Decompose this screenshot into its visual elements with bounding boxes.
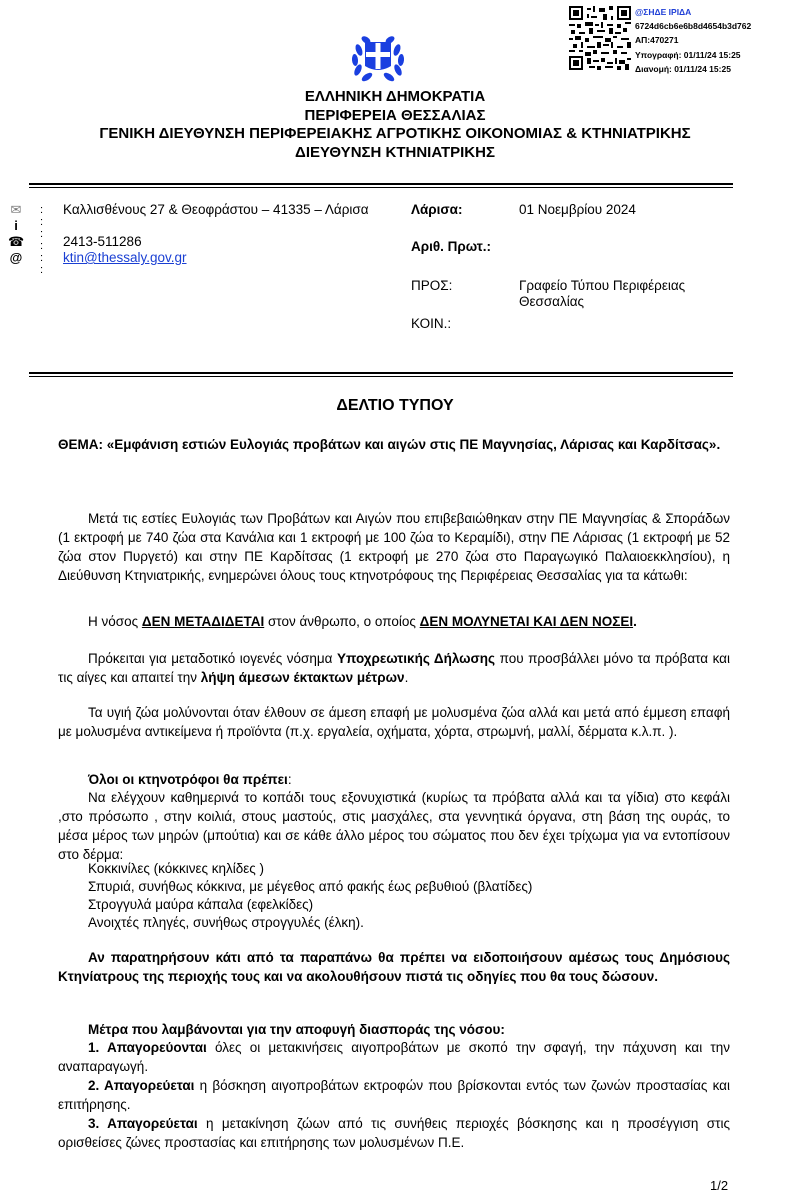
text-run: που προσβάλλει μόνο τα πρόβατα και τις αίγες και απαιτεί την [58,651,730,685]
paragraph-intro: Μετά τις εστίες Ευλογιάς των Προβάτων και Αιγών που επιβεβαιώθηκαν στην ΠΕ Μαγνησίας & Σποράδων (1 εκτροφή με 740 ζώα στα Κανάλια και 1 εκτροφή με 100 ζώα το Κεραμίδι), στην ΠΕ Λάρισας (1 εκτροφή με 52 ζώα στον Πυργετό) και στην ΠΕ Καρδίτσας (1 εκτροφή με 270 ζώα στο Παραγωγικό Παλαιοεκκλησίου), η Διεύθυνση Κτηνιατρικής, ενημερώνει όλους τους κτηνοτρόφους της Περιφέρειας Θεσσαλίας για τα κάτωθι: [58,511,730,583]
protocol-number-label: Αριθ. Πρωτ.: [411,239,492,254]
symptom-item: Στρογγυλά μαύρα κάπαλα (εφελκίδες) [88,897,314,912]
recipient-line1: Γραφείο Τύπου Περιφέρειας [519,278,686,293]
page-number: 1/2 [710,1178,729,1193]
colon: : [40,264,44,276]
measure-keyword: Απαγορεύονται [99,1040,207,1055]
document-date: 01 Νοεμβρίου 2024 [519,202,636,217]
paragraph-notify-vets: Αν παρατηρήσουν κάτι από τα παραπάνω θα πρέπει να ειδοποιήσουν αμέσως τους Δημόσιους Κτηνίατρους της περιοχής τους και να ακολουθήσουν πιστά τις οδηγίες που θα τους δώσουν. [58,950,730,984]
stamp-details [635,5,751,76]
colon: : [40,204,44,216]
measures-list [58,1038,730,1152]
measure-number: 2. [88,1078,100,1093]
text-run: στον άνθρωπο, ο οποίος [264,614,420,629]
place-label: Λάρισα: [411,202,463,217]
measure-item [58,1038,730,1076]
emphasis-emergency-measures: λήψη άμεσων έκτακτων μέτρων [200,670,405,685]
text-run: Η νόσος [88,614,142,629]
measure-keyword: Απαγορεύεται [99,1116,198,1131]
text-run: . [404,670,409,685]
emphasis-not-transmitted: ΔΕΝ ΜΕΤΑΔΙΔΕΤΑΙ [141,614,265,629]
symptoms-list [58,860,730,932]
measure-text: η μετακίνηση ζώων από τις συνήθεις περιοχές βόσκησης και η προσέγγιση στις ορισθείσες ζώνες προστασίας και επιτήρησης των μολυσμένων Π.Ε. [58,1116,730,1150]
measure-number: 3. [88,1116,100,1131]
info-icon: i [14,218,18,233]
iris-signature-stamp [569,5,784,73]
header-republic: ΕΛΛΗΝΙΚΗ ΔΗΜΟΚΡΑΤΙΑ [304,88,486,105]
document-subject: ΘΕΜΑ: «Εμφάνιση εστιών Ευλογιάς προβάτων και αιγών στις ΠΕ Μαγνησίας, Λάρισας και Καρδίτσας». [58,437,721,452]
address-text: Καλλισθένους 27 & Θεοφράστου – 41335 – Λάρισα [63,202,369,217]
measure-number: 1. [88,1040,100,1055]
phone-icon: ☎ [8,234,25,249]
header-directorate: ΔΙΕΥΘΥΝΣΗ ΚΤΗΝΙΑΤΡΙΚΗΣ [295,143,495,161]
stamp-signature-date: Υπογραφή: 01/11/24 15:25 [635,49,741,60]
recipient-label: ΠΡΟΣ: [411,278,453,293]
farmers-heading-text: Όλοι οι κτηνοτρόφοι θα πρέπει [88,772,288,787]
colon: : [40,228,44,240]
colon: : [40,216,44,228]
emphasis-not-infected: ΔΕΝ ΜΟΛΥΝΕΤΑΙ ΚΑΙ ΔΕΝ ΝΟΣΕΙ [419,614,634,629]
meta-divider [29,372,733,377]
symptom-item: Ανοιχτές πληγές, συνήθως στρογγυλές (έλκη). [88,915,364,930]
colon: : [40,240,44,252]
paragraph-transmission: Τα υγιή ζώα μολύνονται όταν έλθουν σε άμεση επαφή με μολυσμένα ζώα αλλά και μετά από έμμεση επαφή με μολυσμένα αντικείμενα ή προϊόντα (π.χ. εργαλεία, οχήματα, χόρτα, στρωμνή, μαλλί, δέρματα κ.λ.π. ). [58,705,730,739]
document-header [30,88,760,162]
stamp-hash: 6724d6cb6e6b8d4654b3d762 [635,21,752,32]
envelope-icon: ✉ [10,202,22,217]
symptom-item: Κοκκινίλες (κόκκινες κηλίδες ) [88,861,265,876]
measure-item [58,1114,730,1152]
qr-code-icon [569,6,631,70]
header-region: ΠΕΡΙΦΕΡΕΙΑ ΘΕΣΣΑΛΙΑΣ [304,106,486,124]
header-general-directorate: ΓΕΝΙΚΗ ΔΙΕΥΘΥΝΣΗ ΠΕΡΙΦΕΡΕΙΑΚΗΣ ΑΓΡΟΤΙΚΗΣ ΟΙΚΟΝΟΜΙΑΣ & ΚΤΗΝΙΑΤΡΙΚΗΣ [99,125,691,142]
measure-text: η βόσκηση αιγοπροβάτων εκτροφών που βρίσκονται εντός των ζωνών προστασίας και επιτήρησης. [58,1078,730,1112]
stamp-protocol-number: ΑΠ:470271 [635,35,679,46]
recipient-line2: Θεσσαλίας [519,294,585,309]
text-run: . [633,614,637,629]
document-title: ΔΕΛΤΙΟ ΤΥΠΟΥ [336,397,454,414]
paragraph-daily-check: Να ελέγχουν καθημερινά το κοπάδι τους εξονυχιστικά (κυρίως τα πρόβατα αλλά και τα γίδια) στο κεφάλι ,στο πρόσωπο , στην κοιλιά, στους μαστούς, στις μασχάλες, στα γεννητικά όργανα, στη βάση της ουράς, το μέσα μέρος των μηρών (μπούτια) και σε κάθε άλλο μέρος του σώματος που δεν έχει τρίχωμα για να εντοπίσουν στο δέρμα: [58,790,730,862]
text-run: Πρόκειται για μεταδοτικό ιογενές νόσημα [88,651,337,666]
measure-item [58,1076,730,1114]
measure-text: όλες οι μετακινήσεις αιγοπροβάτων με σκοπό την σφαγή, την πάχυνση και την αναπαραγωγή. [58,1040,730,1074]
email-link[interactable]: ktin@thessaly.gov.gr [63,250,187,265]
cc-label: ΚΟΙΝ.: [411,316,452,331]
greek-coat-of-arms-icon [350,32,406,84]
stamp-brand: @ΣΗΔΕ ΙΡΙΔΑ [635,7,692,17]
header-divider [29,183,733,188]
text-run: : [287,772,292,787]
symptom-item: Σπυριά, συνήθως κόκκινα, με μέγεθος από φακής έως ρεβυθιού (βλατίδες) [88,879,533,894]
farmers-heading [58,770,730,789]
measure-keyword: Απαγορεύεται [99,1078,195,1093]
colon: : [40,252,44,264]
measures-heading: Μέτρα που λαμβάνονται για την αποφυγή διασποράς της νόσου: [88,1022,505,1037]
paragraph-not-transmitted [58,612,730,631]
emphasis-mandatory-declaration: Υποχρεωτικής Δήλωσης [337,651,496,666]
phone-number: 2413-511286 [63,234,142,249]
at-sign-icon: @ [9,250,23,265]
paragraph-disease-info [58,649,730,687]
stamp-distribution-date: Διανομή: 01/11/24 15:25 [635,63,731,74]
